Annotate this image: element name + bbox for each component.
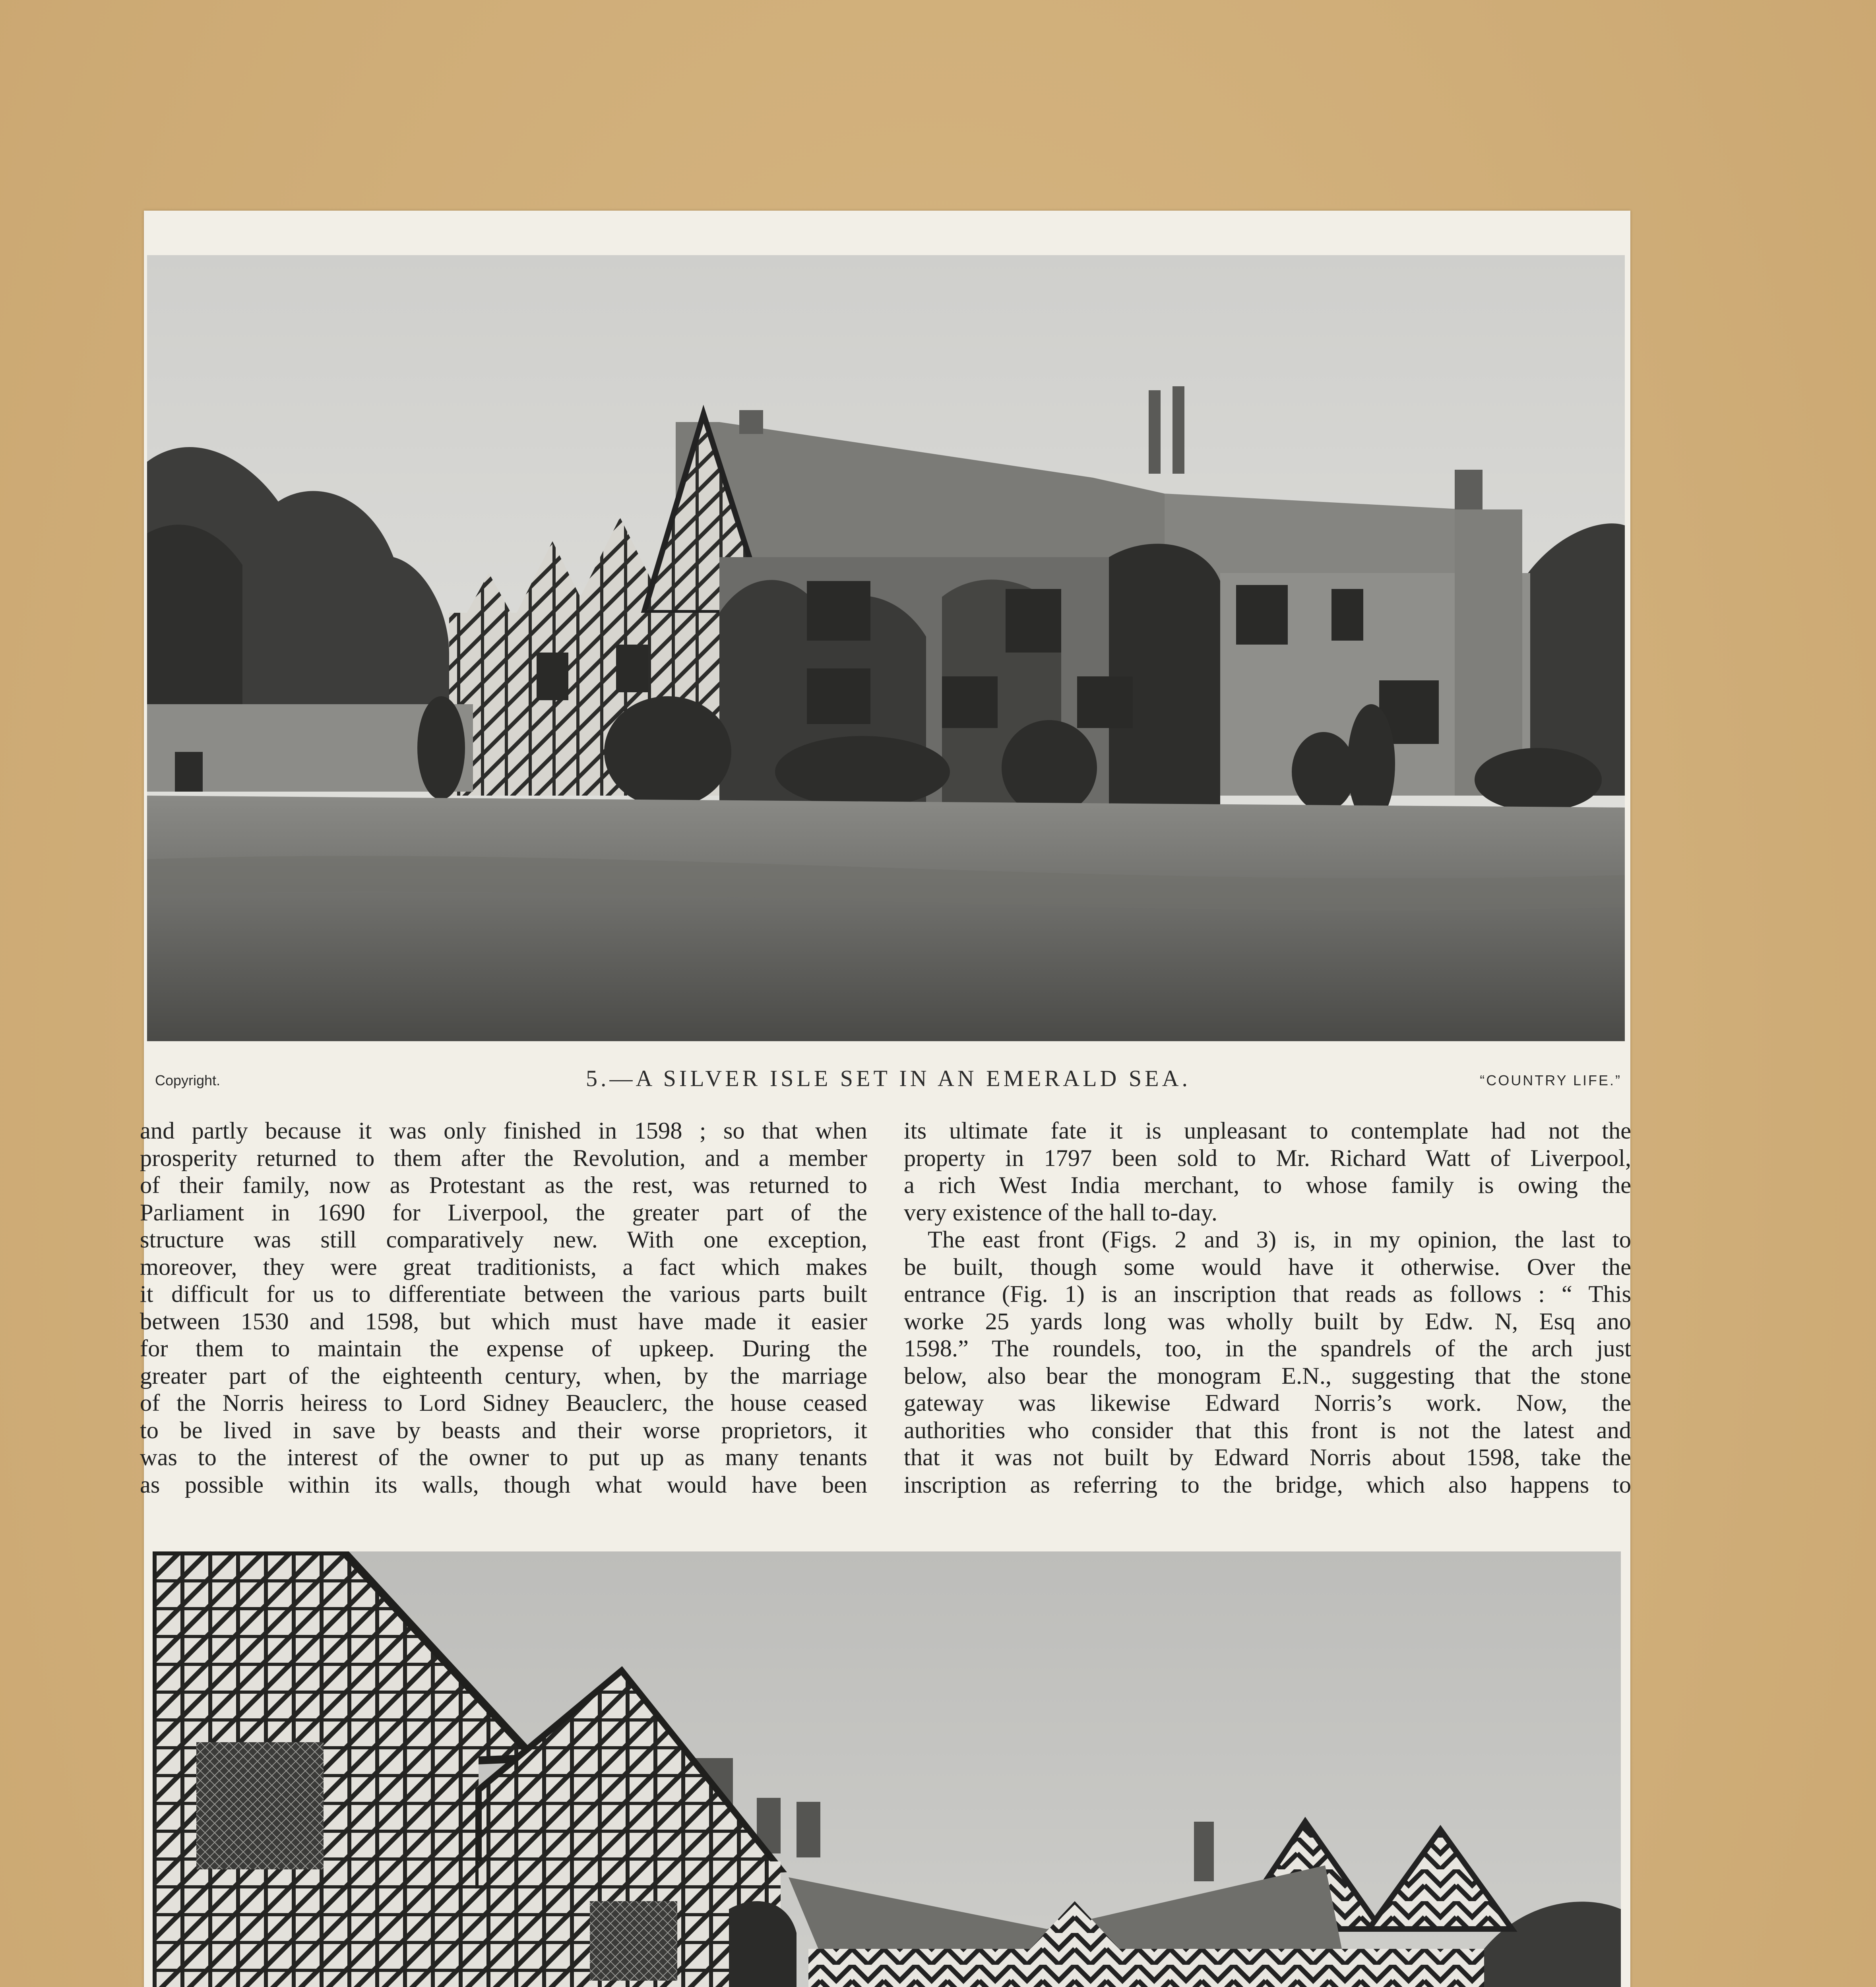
text-line: The east front (Figs. 2 and 3) is, in my opinion, the last to <box>928 1226 1631 1253</box>
text-column-right <box>904 1117 1631 1515</box>
text-line: moreover, they were great traditionists, a fact which makes <box>140 1253 867 1280</box>
text-line: gateway was likewise Edward Norris’s work. Now, the <box>904 1390 1631 1416</box>
text-line: between 1530 and 1598, but which must have made it easier <box>140 1308 867 1335</box>
text-line: worke 25 yards long was wholly built by Edw. N, Esq ano <box>904 1308 1631 1335</box>
text-line: it difficult for us to differentiate between the various parts built <box>140 1281 867 1307</box>
photo-hall-across-lawn <box>147 255 1625 1041</box>
caption-title: 5.—A SILVER ISLE SET IN AN EMERALD SEA. <box>585 1065 1191 1091</box>
text-line: greater part of the eighteenth century, when, by the marriage <box>140 1362 867 1389</box>
text-line: that it was not built by Edward Norris about 1598, take the <box>904 1444 1631 1471</box>
text-line: entrance (Fig. 1) is an inscription that reads as follows : “ This <box>904 1281 1631 1307</box>
text-line: its ultimate fate it is unpleasant to contemplate had not the <box>904 1117 1631 1144</box>
caption-copyright: Copyright. <box>155 1072 221 1088</box>
text-line: property in 1797 been sold to Mr. Richard Watt of Liverpool, <box>904 1145 1631 1172</box>
text-line: was to the interest of the owner to put up as many tenants <box>140 1444 867 1471</box>
text-line: for them to maintain the expense of upkeep. During the <box>140 1335 867 1362</box>
text-line: a rich West India merchant, to whose family is owing the <box>904 1172 1631 1199</box>
text-line: Parliament in 1690 for Liverpool, the greater part of the <box>140 1199 867 1226</box>
photo-east-front-garden-image <box>153 1551 1621 1987</box>
text-line: prosperity returned to them after the Revolution, and a member <box>140 1145 867 1172</box>
caption-source: “COUNTRY LIFE.” <box>1480 1072 1622 1088</box>
text-line: 1598.” The roundels, too, in the spandrels of the arch just <box>904 1335 1631 1362</box>
text-line: inscription as referring to the bridge, which also happens to <box>904 1471 1631 1498</box>
text-line: below, also bear the monogram E.N., suggesting that the stone <box>904 1362 1631 1389</box>
text-line: authorities who consider that this front is not the latest and <box>904 1417 1631 1444</box>
text-line: very existence of the hall to-day. <box>904 1199 1217 1226</box>
text-line: as possible within its walls, though what would have been <box>140 1471 867 1498</box>
text-line: of their family, now as Protestant as the rest, was returned to <box>140 1172 867 1199</box>
text-column-left <box>140 1117 867 1515</box>
figure-caption <box>155 1065 1622 1097</box>
text-line: of the Norris heiress to Lord Sidney Beauclerc, the house ceased <box>140 1390 867 1416</box>
text-line: structure was still comparatively new. With one exception, <box>140 1226 867 1253</box>
magazine-clipping <box>140 211 1631 1987</box>
text-line: and partly because it was only finished in 1598 ; so that when <box>140 1117 867 1144</box>
text-line: be built, though some would have it otherwise. Over the <box>904 1253 1631 1280</box>
text-line: to be lived in save by beasts and their worse proprietors, it <box>140 1417 867 1444</box>
photo-east-front-garden <box>153 1551 1621 1987</box>
photo-hall-across-lawn-image <box>147 255 1625 1041</box>
